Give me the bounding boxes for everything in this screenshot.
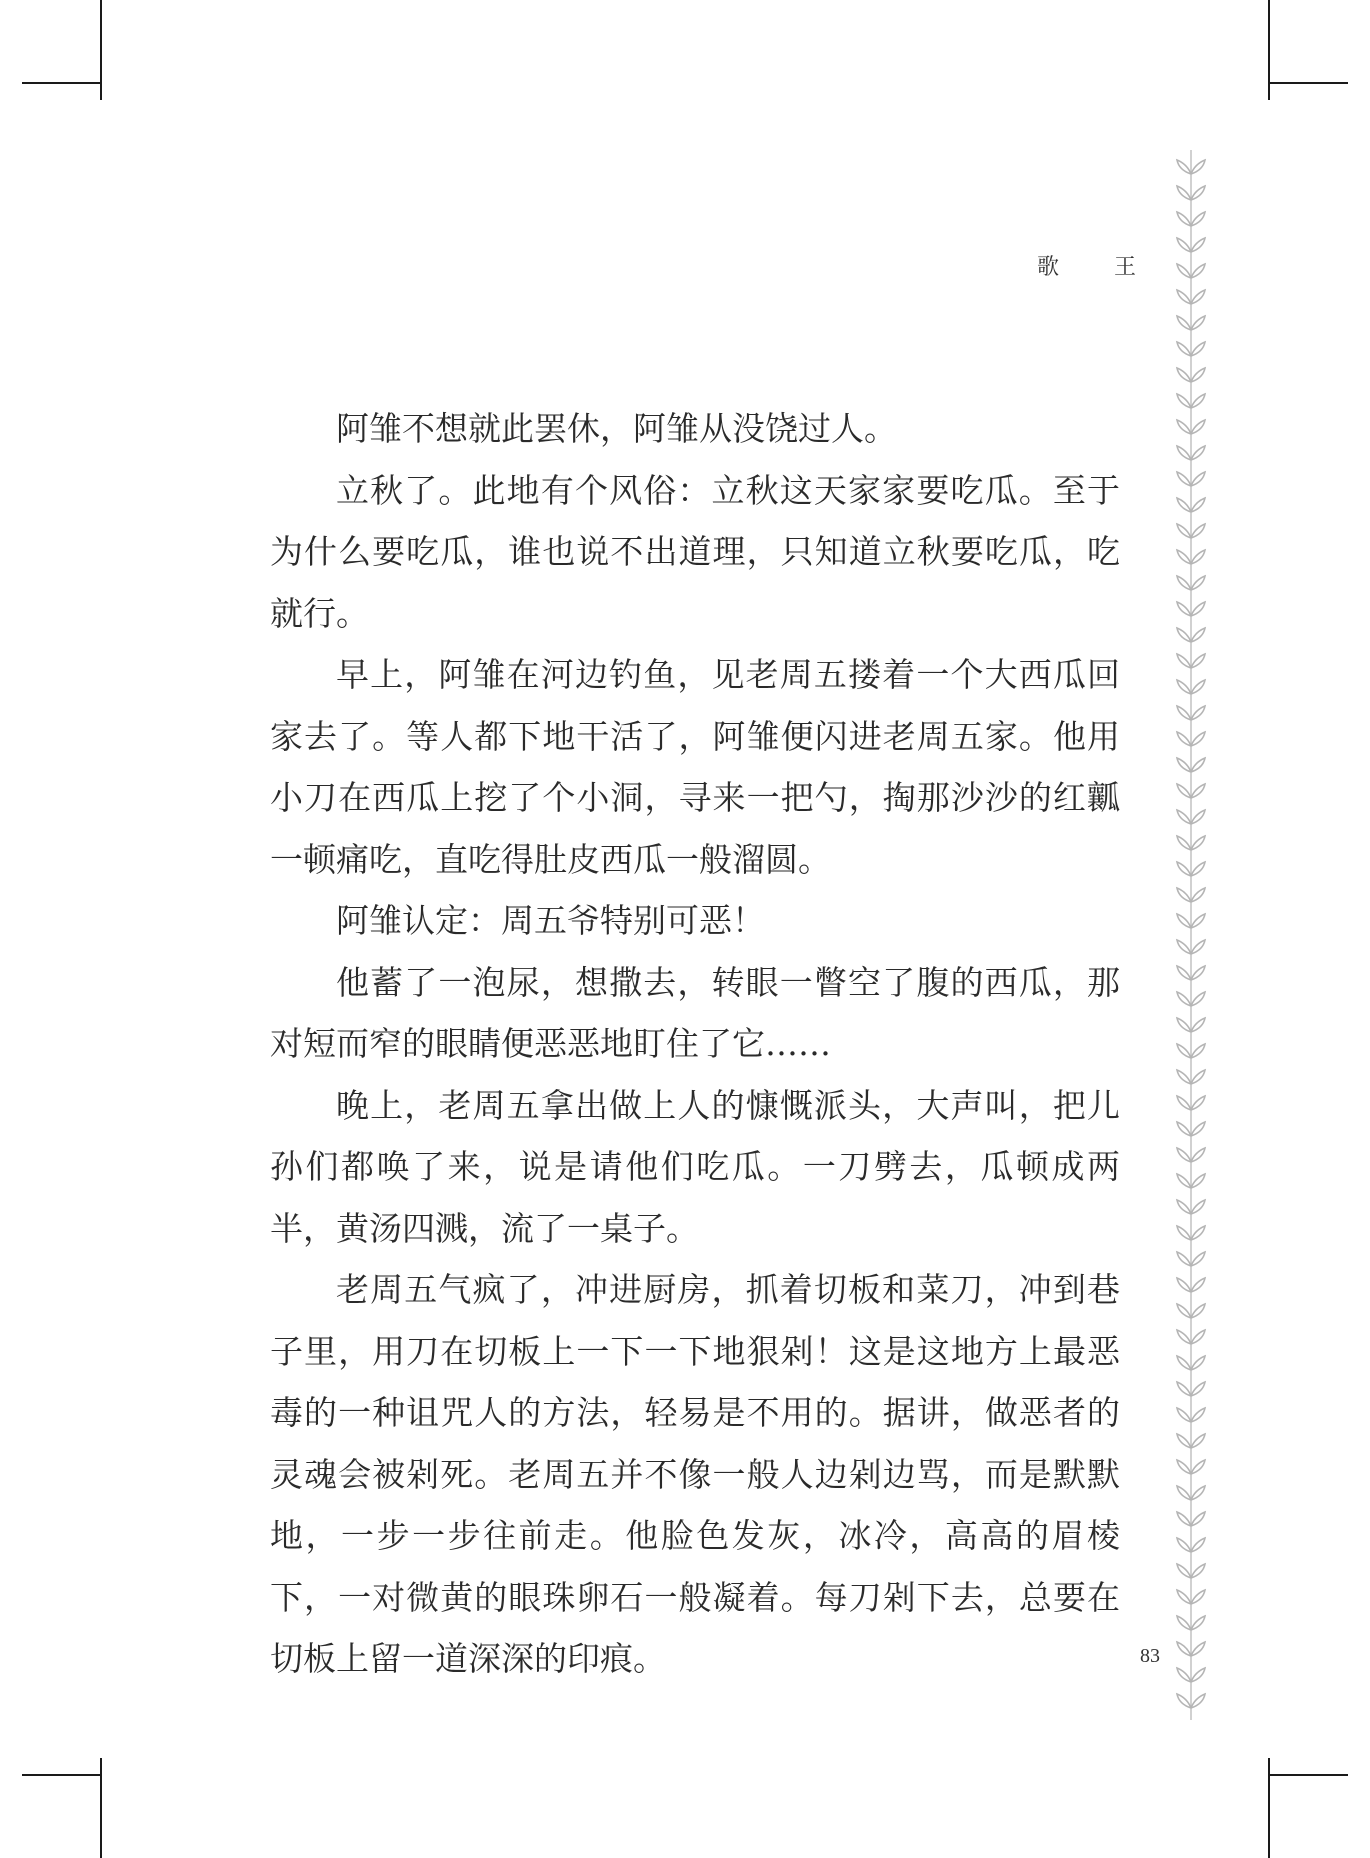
vine-leaf-left (1177, 758, 1191, 772)
vine-leaf-left (1177, 1486, 1191, 1500)
vine-leaf-right (1191, 992, 1205, 1006)
vine-leaf-left (1177, 1018, 1191, 1032)
vine-leaf-right (1191, 472, 1205, 486)
vine-leaf-left (1177, 784, 1191, 798)
vine-leaf-right (1191, 1304, 1205, 1318)
vine-leaf-left (1177, 810, 1191, 824)
vine-leaf-right (1191, 1200, 1205, 1214)
paragraph-7: 老周五气疯了，冲进厨房，抓着切板和菜刀，冲到巷子里，用刀在切板上一下一下地狠剁！这是这地方上最恶毒的一种诅咒人的方法，轻易是不用的。据讲，做恶者的灵魂会被剁死。老周五并不像一般人边剁边骂，而是默默地，一步一步往前走。他脸色发灰，冰冷，高高的眉棱下，一对微黄的眼珠卵石一般凝着。每刀剁下去，总要在切板上留一道深深的印痕。 (270, 1270, 1120, 1678)
vine-leaf-left (1177, 498, 1191, 512)
paragraph-1: 阿雏不想就此罢休，阿雏从没饶过人。 (336, 409, 897, 448)
vine-leaf-left (1177, 446, 1191, 460)
vine-leaf-left (1177, 1304, 1191, 1318)
vine-leaf-right (1191, 1252, 1205, 1266)
vine-leaf-right (1191, 1408, 1205, 1422)
vine-leaf-right (1191, 940, 1205, 954)
vine-leaf-right (1191, 1486, 1205, 1500)
vine-leaf-right (1191, 758, 1205, 772)
vine-leaf-left (1177, 160, 1191, 174)
vine-leaf-left (1177, 290, 1191, 304)
vine-leaf-left (1177, 1382, 1191, 1396)
vine-leaf-right (1191, 888, 1205, 902)
body-text (270, 398, 1120, 1690)
vine-leaf-right (1191, 1590, 1205, 1604)
vine-leaf-right (1191, 446, 1205, 460)
vine-leaf-left (1177, 576, 1191, 590)
vine-leaf-left (1177, 1434, 1191, 1448)
vine-leaf-right (1191, 498, 1205, 512)
vine-leaf-left (1177, 394, 1191, 408)
vine-leaf-left (1177, 1330, 1191, 1344)
vine-leaf-left (1177, 1564, 1191, 1578)
crop-mark-bottom-left-vertical (100, 1758, 102, 1858)
vine-leaf-right (1191, 862, 1205, 876)
vine-leaf-right (1191, 186, 1205, 200)
vine-leaf-right (1191, 1148, 1205, 1162)
vine-leaf-right (1191, 1356, 1205, 1370)
vine-leaf-left (1177, 1278, 1191, 1292)
vine-leaf-right (1191, 420, 1205, 434)
vine-leaf-left (1177, 1070, 1191, 1084)
vine-leaf-left (1177, 238, 1191, 252)
vine-leaf-left (1177, 1460, 1191, 1474)
vine-leaf-right (1191, 238, 1205, 252)
crop-mark-top-right-horizontal (1270, 82, 1348, 84)
vine-leaf-left (1177, 212, 1191, 226)
vine-leaf-right (1191, 1512, 1205, 1526)
vine-leaf-left (1177, 472, 1191, 486)
vine-leaf-right (1191, 368, 1205, 382)
vine-leaf-left (1177, 1512, 1191, 1526)
vine-leaf-right (1191, 966, 1205, 980)
vine-leaf-right (1191, 602, 1205, 616)
vine-leaf-right (1191, 1434, 1205, 1448)
vine-leaf-right (1191, 524, 1205, 538)
paragraph-3: 早上，阿雏在河边钓鱼，见老周五搂着一个大西瓜回家去了。等人都下地干活了，阿雏便闪进老周五家。他用小刀在西瓜上挖了个小洞，寻来一把勺，掏那沙沙的红瓤一顿痛吃，直吃得肚皮西瓜一般溜圆。 (270, 655, 1120, 879)
vine-leaf-right (1191, 1460, 1205, 1474)
vine-leaf-right (1191, 394, 1205, 408)
crop-mark-bottom-left-horizontal (22, 1774, 100, 1776)
vine-leaf-left (1177, 706, 1191, 720)
vine-leaf-right (1191, 1642, 1205, 1656)
vine-leaf-right (1191, 1538, 1205, 1552)
vine-leaf-right (1191, 1668, 1205, 1682)
vine-leaf-left (1177, 420, 1191, 434)
vine-leaf-left (1177, 186, 1191, 200)
vine-leaf-left (1177, 1642, 1191, 1656)
running-header: 歌 王 (1037, 255, 1160, 280)
vine-leaf-left (1177, 316, 1191, 330)
crop-mark-top-right-vertical (1268, 0, 1270, 100)
vine-leaf-right (1191, 264, 1205, 278)
paragraph-4: 阿雏认定：周五爷特别可恶！ (336, 901, 765, 940)
vine-leaf-left (1177, 1538, 1191, 1552)
vine-leaf-left (1177, 1148, 1191, 1162)
vine-leaf-right (1191, 1382, 1205, 1396)
vine-leaf-right (1191, 1044, 1205, 1058)
vine-leaf-left (1177, 732, 1191, 746)
page-number: 83 (1140, 1645, 1160, 1667)
vine-leaf-right (1191, 1226, 1205, 1240)
vine-leaf-left (1177, 1200, 1191, 1214)
paragraph-6: 晚上，老周五拿出做上人的慷慨派头，大声叫，把儿孙们都唤了来，说是请他们吃瓜。一刀劈去，瓜顿成两半，黄汤四溅，流了一桌子。 (270, 1085, 1120, 1248)
crop-mark-bottom-right-vertical (1268, 1758, 1270, 1858)
vine-leaf-right (1191, 784, 1205, 798)
vine-leaf-right (1191, 628, 1205, 642)
vine-leaf-right (1191, 1018, 1205, 1032)
vine-leaf-right (1191, 1564, 1205, 1578)
paragraph-2: 立秋了。此地有个风俗：立秋这天家家要吃瓜。至于为什么要吃瓜，谁也说不出道理，只知道立秋要吃瓜，吃就行。 (270, 470, 1120, 633)
vine-leaf-right (1191, 342, 1205, 356)
vine-leaf-right (1191, 290, 1205, 304)
vine-leaf-left (1177, 1408, 1191, 1422)
vine-leaf-left (1177, 1044, 1191, 1058)
crop-mark-top-left-vertical (100, 0, 102, 100)
vine-leaf-left (1177, 602, 1191, 616)
vine-leaf-left (1177, 654, 1191, 668)
vine-leaf-right (1191, 160, 1205, 174)
vine-leaf-right (1191, 654, 1205, 668)
vine-leaf-right (1191, 836, 1205, 850)
vine-leaf-right (1191, 1070, 1205, 1084)
vine-leaf-left (1177, 1668, 1191, 1682)
vine-leaf-left (1177, 1226, 1191, 1240)
vine-leaf-left (1177, 940, 1191, 954)
vine-leaf-right (1191, 1330, 1205, 1344)
leaf-vine-icon (1163, 150, 1219, 1720)
vine-leaf-right (1191, 316, 1205, 330)
vine-leaf-right (1191, 576, 1205, 590)
crop-mark-top-left-horizontal (22, 82, 100, 84)
vine-leaf-left (1177, 264, 1191, 278)
vine-leaf-right (1191, 1174, 1205, 1188)
crop-mark-bottom-right-horizontal (1270, 1774, 1348, 1776)
vine-leaf-right (1191, 732, 1205, 746)
vine-leaf-right (1191, 550, 1205, 564)
vine-leaf-left (1177, 1616, 1191, 1630)
vine-leaf-left (1177, 342, 1191, 356)
vine-leaf-left (1177, 862, 1191, 876)
vine-leaf-left (1177, 836, 1191, 850)
vine-leaf-right (1191, 1694, 1205, 1708)
vine-leaf-right (1191, 1122, 1205, 1136)
vine-leaf-left (1177, 1356, 1191, 1370)
vine-leaf-right (1191, 706, 1205, 720)
vine-leaf-right (1191, 212, 1205, 226)
vine-leaf-left (1177, 1096, 1191, 1110)
vine-leaf-right (1191, 1096, 1205, 1110)
vine-leaf-left (1177, 1590, 1191, 1604)
vine-leaf-right (1191, 1616, 1205, 1630)
vine-leaf-left (1177, 992, 1191, 1006)
vine-leaf-right (1191, 914, 1205, 928)
vine-leaf-left (1177, 914, 1191, 928)
vine-leaf-right (1191, 680, 1205, 694)
vine-leaf-left (1177, 888, 1191, 902)
vine-leaf-left (1177, 1174, 1191, 1188)
vine-leaf-left (1177, 1122, 1191, 1136)
vine-leaf-left (1177, 524, 1191, 538)
vine-leaf-left (1177, 966, 1191, 980)
vine-leaf-left (1177, 628, 1191, 642)
vine-leaf-right (1191, 1278, 1205, 1292)
vine-leaf-left (1177, 680, 1191, 694)
vine-leaf-left (1177, 1694, 1191, 1708)
vine-leaf-right (1191, 810, 1205, 824)
paragraph-5: 他蓄了一泡尿，想撒去，转眼一瞥空了腹的西瓜，那对短而窄的眼睛便恶恶地盯住了它…… (270, 962, 1120, 1063)
vine-leaf-left (1177, 1252, 1191, 1266)
vine-leaf-left (1177, 550, 1191, 564)
vine-leaf-left (1177, 368, 1191, 382)
